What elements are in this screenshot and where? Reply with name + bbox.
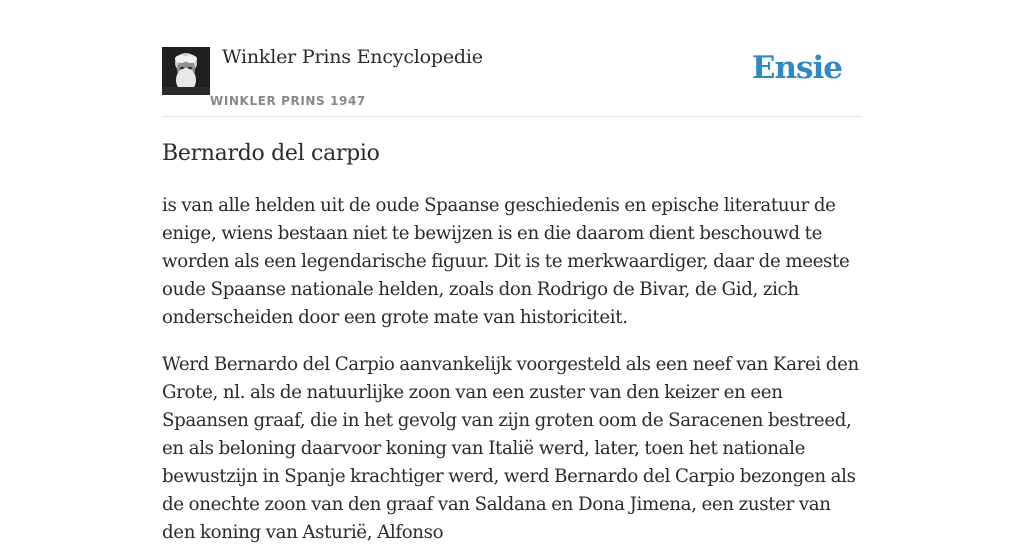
- site-header: [162, 0, 862, 117]
- avatar[interactable]: [162, 47, 210, 95]
- portrait-photo-icon: [162, 47, 210, 95]
- page-container: [162, 0, 862, 543]
- brand-logo[interactable]: Ensie: [751, 50, 842, 86]
- article-paragraph-2: Werd Bernardo del Carpio aanvankelijk voorgesteld als een neef van Karei den Grote, nl. als de natuurlijke zoon van een zuster van den keizer en een Spaansen graaf, die in het gevolg van zijn groten oom de Saracenen bestreed, en als beloning daarvoor koning van Italië werd, later, toen het nationale bewustzijn in Spanje krachtiger werd, werd Bernardo del Carpio bezongen als de onechte zoon van den graaf van Saldana en Dona Jimena, een zuster van den koning van Asturië, Alfonso: [162, 354, 859, 543]
- source-subtitle[interactable]: WINKLER PRINS 1947: [210, 94, 366, 108]
- page-title: Bernardo del carpio: [162, 141, 380, 166]
- site-title[interactable]: Winkler Prins Encyclopedie: [222, 46, 483, 68]
- article-paragraph-1: is van alle helden uit de oude Spaanse geschiedenis en epische literatuur de enige, wiens bestaan niet te bewijzen is en die daarom dient beschouwd te worden als een legendarische figuur. Dit is te merkwaardiger, daar de meeste oude Spaanse nationale helden, zoals don Rodrigo de Bivar, de Gid, zich onderscheiden door een grote mate van historiciteit.: [162, 195, 850, 328]
